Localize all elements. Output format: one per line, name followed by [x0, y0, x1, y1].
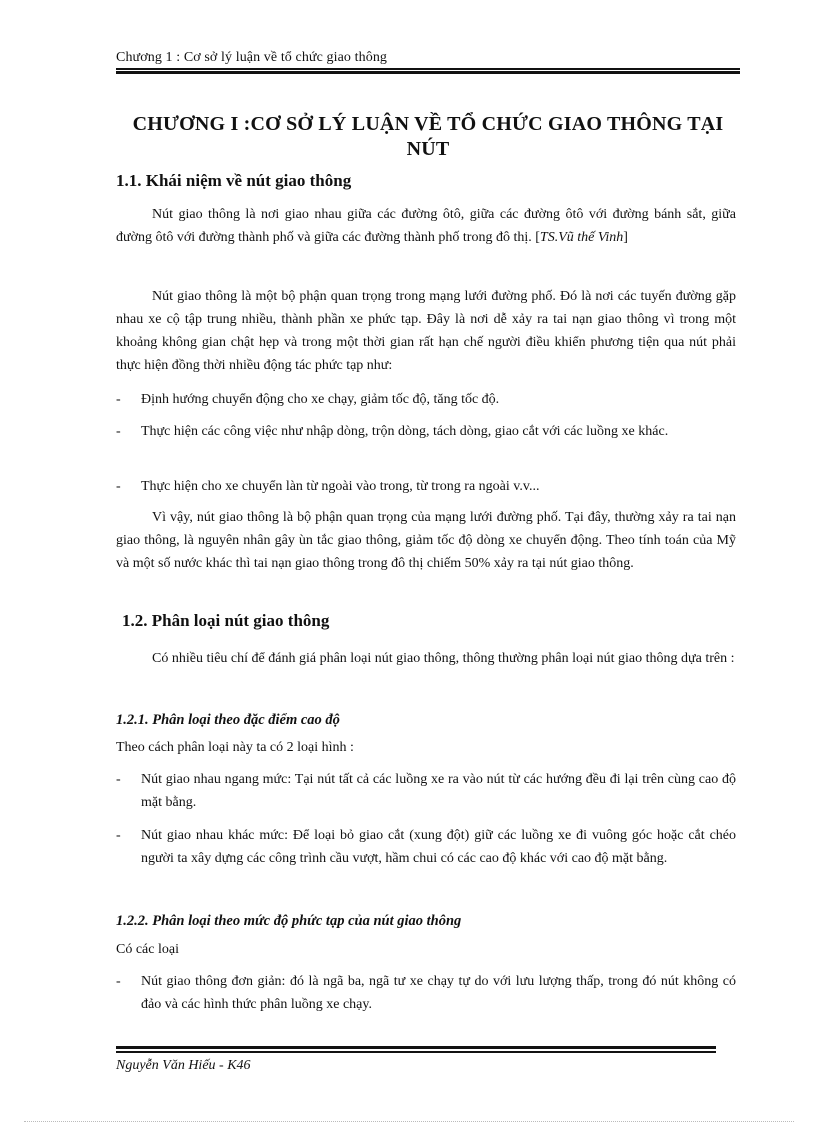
- paragraph-intro-1-2: Có nhiều tiêu chí để đánh giá phân loại nút giao thông, thông thường phân loại nút giao thông dựa trên :: [152, 651, 735, 666]
- citation: TS.Vũ thế Vinh: [539, 230, 624, 245]
- subsection-intro-1-2-1: Theo cách phân loại này ta có 2 loại hình :: [116, 740, 354, 755]
- header-text: Chương 1 : Cơ sở lý luận về tổ chức giao thông: [116, 50, 388, 65]
- chapter-title: CHƯƠNG I :CƠ SỞ LÝ LUẬN VỀ TỔ CHỨC GIAO THÔNG TẠI NÚT: [132, 113, 724, 160]
- bullet-item: Nút giao nhau khác mức: Để loại bỏ giao cắt (xung đột) giữ các luồng xe đi vuông góc hoặc cắt chéo người ta xây dựng các công trình cầu vượt, hầm chui có các cao độ khác với cao độ mặt bằng.: [141, 828, 736, 866]
- footer-rule-thick: [116, 1046, 716, 1049]
- bullet-item: Nút giao thông đơn giản: đó là ngã ba, ngã tư xe chạy tự do với lưu lượng thấp, trong đó nút không có đảo và các hình thức phân luồng xe chạy.: [141, 974, 736, 1012]
- section-heading-1-1: 1.1. Khái niệm về nút giao thông: [116, 171, 352, 190]
- subsection-heading-1-2-2: 1.2.2. Phân loại theo mức độ phức tạp của nút giao thông: [116, 913, 462, 929]
- page-edge-divider: [24, 1121, 794, 1122]
- section-heading-1-2: 1.2. Phân loại nút giao thông: [122, 611, 330, 630]
- header-rule-thin: [116, 68, 740, 70]
- bullet-dash: -: [116, 772, 121, 787]
- bullet-item: Định hướng chuyển động cho xe chạy, giảm tốc độ, tăng tốc độ.: [141, 392, 500, 407]
- bullet-item: Nút giao nhau ngang mức: Tại nút tất cả các luồng xe ra vào nút từ các hướng đều đi lại trên cùng cao độ mặt bằng.: [141, 772, 736, 810]
- header-rule-thick: [116, 71, 740, 74]
- subsection-intro-1-2-2: Có các loại: [116, 942, 179, 957]
- footer-text: Nguyễn Văn Hiếu - K46: [116, 1058, 251, 1073]
- bullet-item: Thực hiện các công việc như nhập dòng, trộn dòng, tách dòng, giao cắt với các luồng xe khác.: [141, 424, 669, 439]
- paragraph-2: Nút giao thông là một bộ phận quan trọng trong mạng lưới đường phố. Đó là nơi các tuyến đường gặp nhau xe cộ tập trung nhiều, thành phần xe phức tạp. Đây là nơi dễ xảy ra tai nạn giao thông vì trong một khoảng không gian chật hẹp và trong một thời gian rất hạn chế người điều khiển phương tiện qua nút phải thực hiện đồng thời nhiều động tác phức tạp như:: [116, 289, 736, 373]
- paragraph-1: [116, 203, 736, 249]
- subsection-heading-1-2-1: 1.2.1. Phân loại theo đặc điểm cao độ: [116, 712, 340, 728]
- citation-end: ]: [623, 230, 628, 245]
- bullet-dash: -: [116, 392, 121, 407]
- bullet-dash: -: [116, 479, 121, 494]
- bullet-dash: -: [116, 424, 121, 439]
- paragraph-3: Vì vậy, nút giao thông là bộ phận quan trọng của mạng lưới đường phố. Tại đây, thường xảy ra tai nạn giao thông, là nguyên nhân gây ùn tắc giao thông, giảm tốc độ dòng xe chuyển động. Theo tính toán của Mỹ và một số nước khác thì tai nạn giao thông trong đô thị chiếm 50% xảy ra tại nút giao thông.: [116, 510, 736, 571]
- bullet-dash: -: [116, 828, 121, 843]
- bullet-dash: -: [116, 974, 121, 989]
- bullet-item: Thực hiện cho xe chuyển làn từ ngoài vào trong, từ trong ra ngoài v.v...: [141, 479, 540, 494]
- paragraph-1-text: Nút giao thông là nơi giao nhau giữa các đường ôtô, giữa các đường ôtô với đường bánh sắt, giữa đường ôtô với đường thành phố và giữa các đường thành phố trong đô thị. [: [116, 207, 736, 245]
- footer-rule-thin: [116, 1051, 716, 1053]
